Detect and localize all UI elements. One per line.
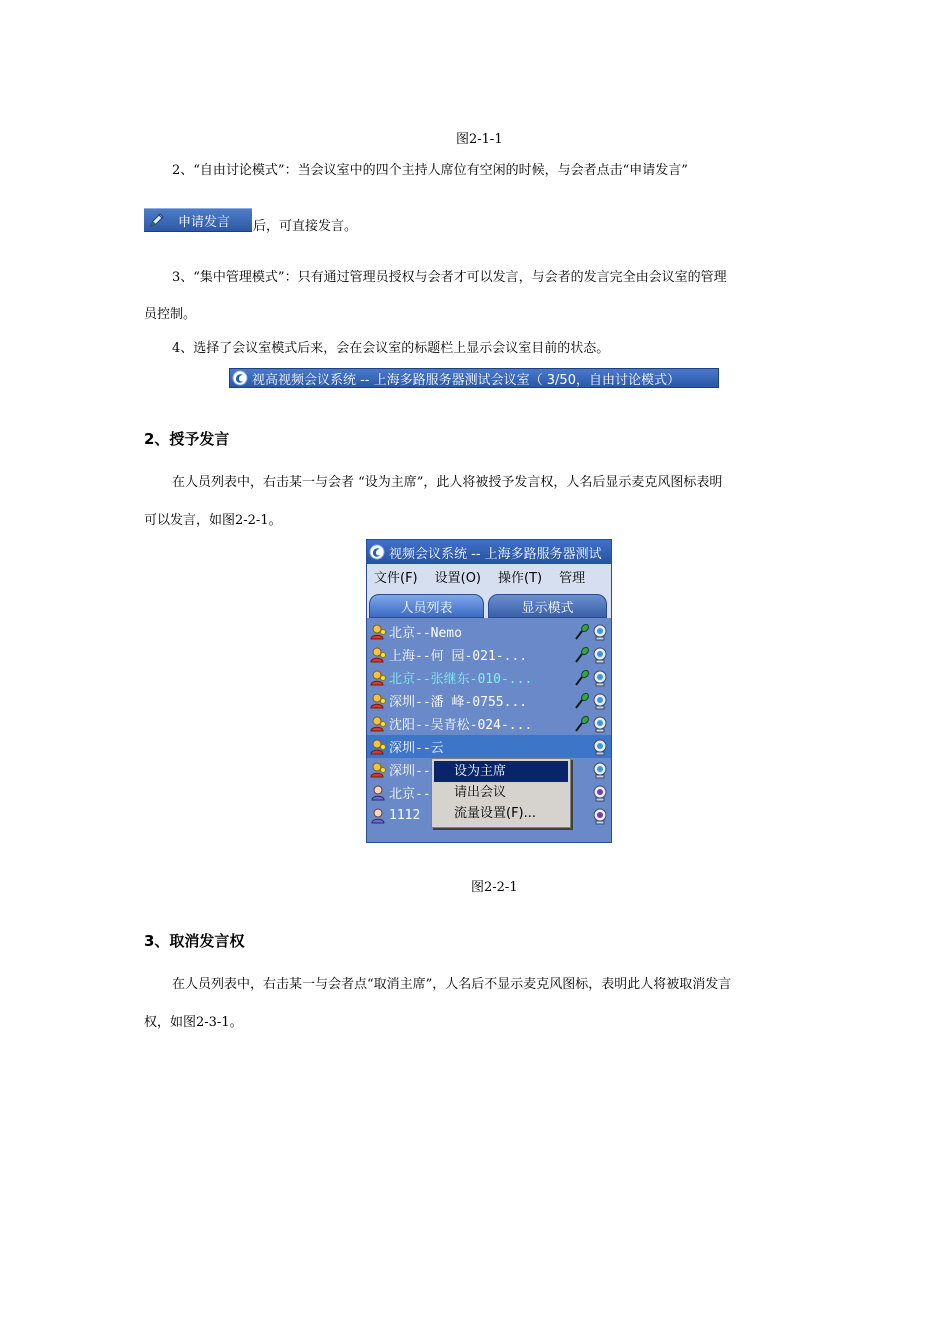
chair-user-icon	[369, 646, 387, 664]
member-row[interactable]	[367, 643, 611, 666]
app-logo-icon	[232, 370, 248, 386]
title-bar-screenshot	[229, 368, 719, 388]
microphone-icon	[573, 692, 591, 710]
paragraph-grant-speak-cont: 可以发言，如图2-2-1。	[144, 513, 282, 528]
user-icon	[369, 784, 387, 802]
paragraph-central-management: 3、“集中管理模式”：只有通过管理员授权与会者才可以发言，与会者的发言完全由会议室的管理	[172, 270, 727, 285]
menu-manage[interactable]: 管理	[559, 570, 586, 586]
window-title-bar	[367, 540, 611, 564]
member-name: 深圳--潘 峰-0755...	[389, 695, 528, 710]
member-row[interactable]	[367, 735, 611, 758]
microphone-icon	[573, 623, 591, 641]
member-row[interactable]	[367, 712, 611, 735]
member-name: 北京--	[389, 787, 431, 802]
apply-speak-label: 申请发言	[178, 214, 231, 230]
chair-user-icon	[369, 692, 387, 710]
paragraph-revoke-speak-cont: 权，如图2-3-1。	[144, 1015, 243, 1030]
chair-user-icon	[369, 715, 387, 733]
camera-icon	[591, 646, 609, 664]
camera-icon	[591, 784, 609, 802]
menu-settings[interactable]: 设置(O)	[434, 570, 482, 586]
chair-user-icon	[369, 623, 387, 641]
tab-display-mode[interactable]: 显示模式	[488, 594, 607, 618]
member-name: 1112	[389, 808, 421, 823]
user-icon	[369, 807, 387, 825]
paragraph-revoke-speak: 在人员列表中，右击某一与会者点“取消主席”，人名后不显示麦克风图标，表明此人将被取消发言	[172, 977, 732, 992]
member-row[interactable]	[367, 689, 611, 712]
tab-strip	[367, 588, 611, 618]
member-name: 沈阳--吴青松-024-...	[389, 718, 533, 733]
member-row[interactable]	[367, 620, 611, 643]
menu-file[interactable]: 文件(F)	[374, 570, 418, 586]
menu-operation[interactable]: 操作(T)	[498, 570, 543, 586]
member-name: 北京--张继东-010-...	[389, 672, 533, 687]
paragraph-central-management-cont: 员控制。	[144, 307, 197, 322]
pen-icon	[144, 211, 170, 229]
context-menu-bandwidth-settings[interactable]: 流量设置(F)...	[454, 806, 537, 821]
chair-user-icon	[369, 738, 387, 756]
camera-icon	[591, 692, 609, 710]
camera-icon	[591, 807, 609, 825]
section-heading-grant-speak: 2、授予发言	[144, 430, 230, 448]
chair-user-icon	[369, 669, 387, 687]
microphone-icon	[573, 669, 591, 687]
camera-icon	[591, 715, 609, 733]
conference-app-window	[366, 539, 612, 843]
figure-caption-2-1-1: 图2-1-1	[456, 132, 503, 147]
microphone-icon	[573, 715, 591, 733]
paragraph-title-status: 4、选择了会议室模式后来，会在会议室的标题栏上显示会议室目前的状态。	[172, 341, 610, 356]
window-title-text: 视频会议系统 -- 上海多路服务器测试	[389, 546, 602, 562]
app-logo-icon	[369, 544, 385, 560]
context-menu-kick-out[interactable]: 请出会议	[454, 785, 507, 800]
member-name: 深圳--云	[389, 741, 444, 756]
member-name: 北京--Nemo	[389, 626, 462, 641]
tab-member-list[interactable]: 人员列表	[369, 594, 484, 618]
camera-icon	[591, 761, 609, 779]
member-name: 深圳--	[389, 764, 431, 779]
microphone-icon	[573, 646, 591, 664]
paragraph-free-discussion-cont: 后，可直接发言。	[253, 219, 358, 234]
paragraph-grant-speak: 在人员列表中，右击某一与会者 “设为主席”，此人将被授予发言权，人名后显示麦克风图标表明	[172, 475, 723, 490]
context-menu-set-chair[interactable]: 设为主席	[434, 761, 568, 782]
title-bar-text: 视高视频会议系统 -- 上海多路服务器测试会议室（ 3/50，自由讨论模式）	[252, 372, 680, 388]
camera-icon	[591, 669, 609, 687]
paragraph-free-discussion: 2、“自由讨论模式”：当会议室中的四个主持人席位有空闲的时候，与会者点击“申请发言”	[172, 163, 688, 178]
menu-bar	[367, 564, 611, 588]
context-menu	[431, 758, 571, 828]
member-row[interactable]	[367, 666, 611, 689]
camera-icon	[591, 623, 609, 641]
apply-speak-button[interactable]	[144, 208, 252, 232]
camera-icon	[591, 738, 609, 756]
member-name: 上海--何 园-021-...	[389, 649, 528, 664]
figure-caption-2-2-1: 图2-2-1	[471, 880, 518, 895]
chair-user-icon	[369, 761, 387, 779]
section-heading-revoke-speak: 3、取消发言权	[144, 932, 245, 950]
